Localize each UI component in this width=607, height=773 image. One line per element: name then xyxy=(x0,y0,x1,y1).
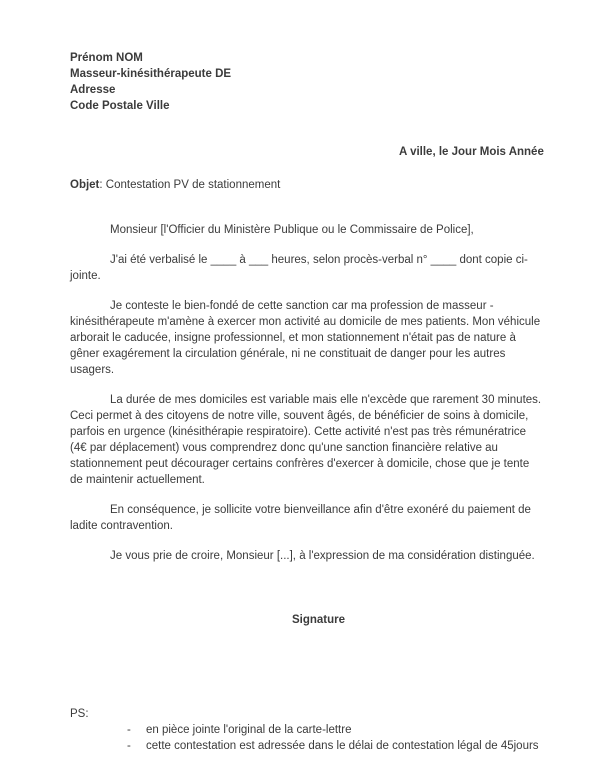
signature-label: Signature xyxy=(291,614,346,626)
ps-item xyxy=(127,722,542,738)
paragraph-politesse: Je vous prie de croire, Monsieur [...], à l'expression de ma considération distinguée. xyxy=(110,550,535,562)
salutation: Monsieur [l'Officier du Ministère Publique ou le Commissaire de Police], xyxy=(110,224,474,236)
subject-label: Objet xyxy=(70,179,100,191)
ps-item-text: cette contestation est adressée dans le délai de contestation légal de 45jours xyxy=(146,740,539,752)
sender-city: Code Postale Ville xyxy=(70,100,170,112)
dateline: A ville, le Jour Mois Année xyxy=(399,146,544,158)
subject-text: Contestation PV de stationnement xyxy=(105,179,281,191)
paragraph-duree: La durée de mes domiciles est variable mais elle n'excède que rarement 30 minutes. Ceci permet à des citoyens de notre ville, souvent âgés, de bénéficier de soins à domicile, parfois en urgence (kinésithérapie respiratoire). Cette activité n'est pas très rémunératrice (4€ par déplacement) vous comprendrez donc qu'une sanction financière relative au stationnement peut décourager certains confrères d'exercer à domicile, chose que je tente de maintenir actuellement. xyxy=(70,394,542,486)
sender-name: Prénom NOM xyxy=(70,52,143,64)
ps-item-text: en pièce jointe l'original de la carte-lettre xyxy=(146,724,352,736)
sender-address: Adresse xyxy=(70,84,116,96)
ps-item xyxy=(127,738,542,754)
paragraph-verbalise: J'ai été verbalisé le ____ à ___ heures, selon procès-verbal n° ____ dont copie ci-jointe. xyxy=(70,254,528,282)
dash-bullet: - xyxy=(127,740,131,752)
paragraph-contestation: Je conteste le bien-fondé de cette sanction car ma profession de masseur - kinésithérapeute m'amène à exercer mon activité au domicile de mes patients. Mon véhicule arborait le caducée, insigne professionnel, et mon stationnement n'était pas de nature à gêner exagérement la circulation générale, ni ne constituait de danger pour les autres usagers. xyxy=(70,300,541,376)
dash-bullet: - xyxy=(127,724,131,736)
ps-label: PS: xyxy=(70,708,89,720)
subject-colon: : xyxy=(99,179,103,191)
sender-profession: Masseur-kinésithérapeute DE xyxy=(70,68,232,80)
sender-block xyxy=(70,50,542,114)
subject-line xyxy=(70,177,542,193)
paragraph-consequence: En conséquence, je sollicite votre bienveillance afin d'être exonéré du paiement de ladite contravention. xyxy=(70,504,531,532)
